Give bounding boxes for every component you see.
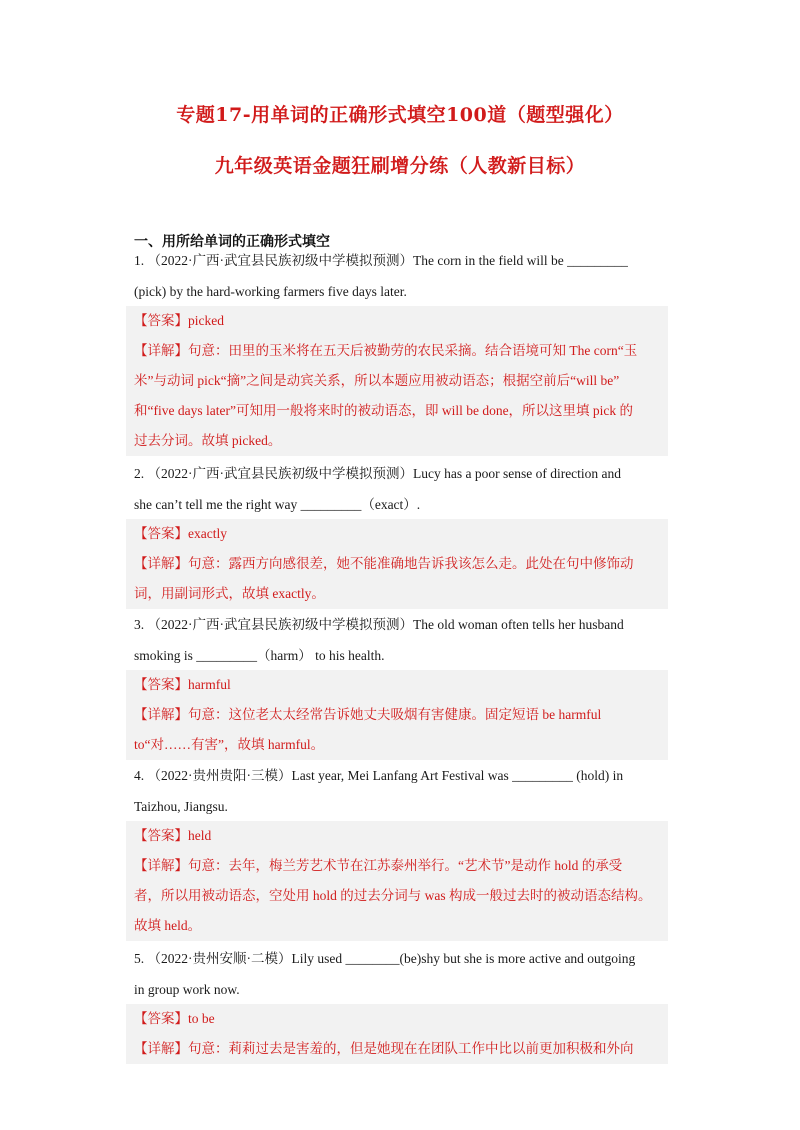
document-subtitle: 九年级英语金题狂刷增分练（人教新目标） [214, 155, 586, 177]
question-2 [134, 458, 666, 520]
detail-line: 过去分词。故填 picked。 [134, 433, 282, 448]
detail-line: 【详解】句意：露西方向感很差，她不能准确地告诉我该怎么走。此处在句中修饰动 [134, 556, 634, 571]
question-line: (pick) by the hard-working farmers five days later. [134, 284, 407, 299]
answer-block-3 [126, 670, 668, 760]
question-line: 2. （2022·广西·武宜县民族初级中学模拟预测）Lucy has a poor sense of direction and [134, 466, 622, 481]
detail-line: 者，所以用被动语态，空处用 hold 的过去分词与 was 构成一般过去时的被动语态结构。 [134, 888, 652, 903]
answer-label: 【答案】exactly [134, 526, 227, 541]
detail-line: 【详解】句意：莉莉过去是害羞的，但是她现在在团队工作中比以前更加积极和外向 [134, 1041, 634, 1056]
answer-block-4 [126, 821, 668, 941]
detail-line: 【详解】句意：这位老太太经常告诉她丈夫吸烟有害健康。固定短语 be harmful [134, 707, 602, 722]
detail-line: 【详解】句意：田里的玉米将在五天后被勤劳的农民采摘。结合语境可知 The corn“玉 [134, 343, 638, 358]
answer-block-1 [126, 306, 668, 456]
answer-label: 【答案】to be [134, 1011, 215, 1026]
detail-line: 故填 held。 [134, 918, 202, 933]
section-heading: 一、用所给单词的正确形式填空 [134, 234, 330, 250]
question-1 [134, 245, 666, 307]
question-line: in group work now. [134, 982, 240, 997]
question-line: 1. （2022·广西·武宜县民族初级中学模拟预测）The corn in the field will be _________ [134, 253, 628, 268]
question-line: Taizhou, Jiangsu. [134, 799, 228, 814]
question-line: 3. （2022·广西·武宜县民族初级中学模拟预测）The old woman often tells her husband [134, 617, 624, 632]
answer-label: 【答案】harmful [134, 677, 231, 692]
detail-line: 词，用副词形式，故填 exactly。 [134, 586, 325, 601]
question-line: smoking is _________（harm） to his health. [134, 648, 385, 663]
question-line: she can’t tell me the right way _________（exact）. [134, 497, 421, 512]
detail-line: 米”与动词 pick“摘”之间是动宾关系，所以本题应用被动语态；根据空前后“will be” [134, 373, 620, 388]
question-3 [134, 609, 666, 671]
answer-block-5 [126, 1004, 668, 1064]
detail-line: 【详解】句意：去年，梅兰芳艺术节在江苏泰州举行。“艺术节”是动作 hold 的承受 [134, 858, 623, 873]
question-5 [134, 943, 666, 1005]
question-4 [134, 760, 666, 822]
document-title: 专题17-用单词的正确形式填空100道（题型强化） [176, 104, 624, 126]
answer-block-2 [126, 519, 668, 609]
question-line: 5. （2022·贵州安顺·二模）Lily used ________(be)shy but she is more active and outgoing [134, 951, 636, 966]
answer-label: 【答案】picked [134, 313, 224, 328]
question-line: 4. （2022·贵州贵阳·三模）Last year, Mei Lanfang Art Festival was _________ (hold) in [134, 768, 624, 783]
detail-line: to“对……有害”，故填 harmful。 [134, 737, 325, 752]
detail-line: 和“five days later”可知用一般将来时的被动语态，即 will be done，所以这里填 pick 的 [134, 403, 634, 418]
answer-label: 【答案】held [134, 828, 212, 843]
